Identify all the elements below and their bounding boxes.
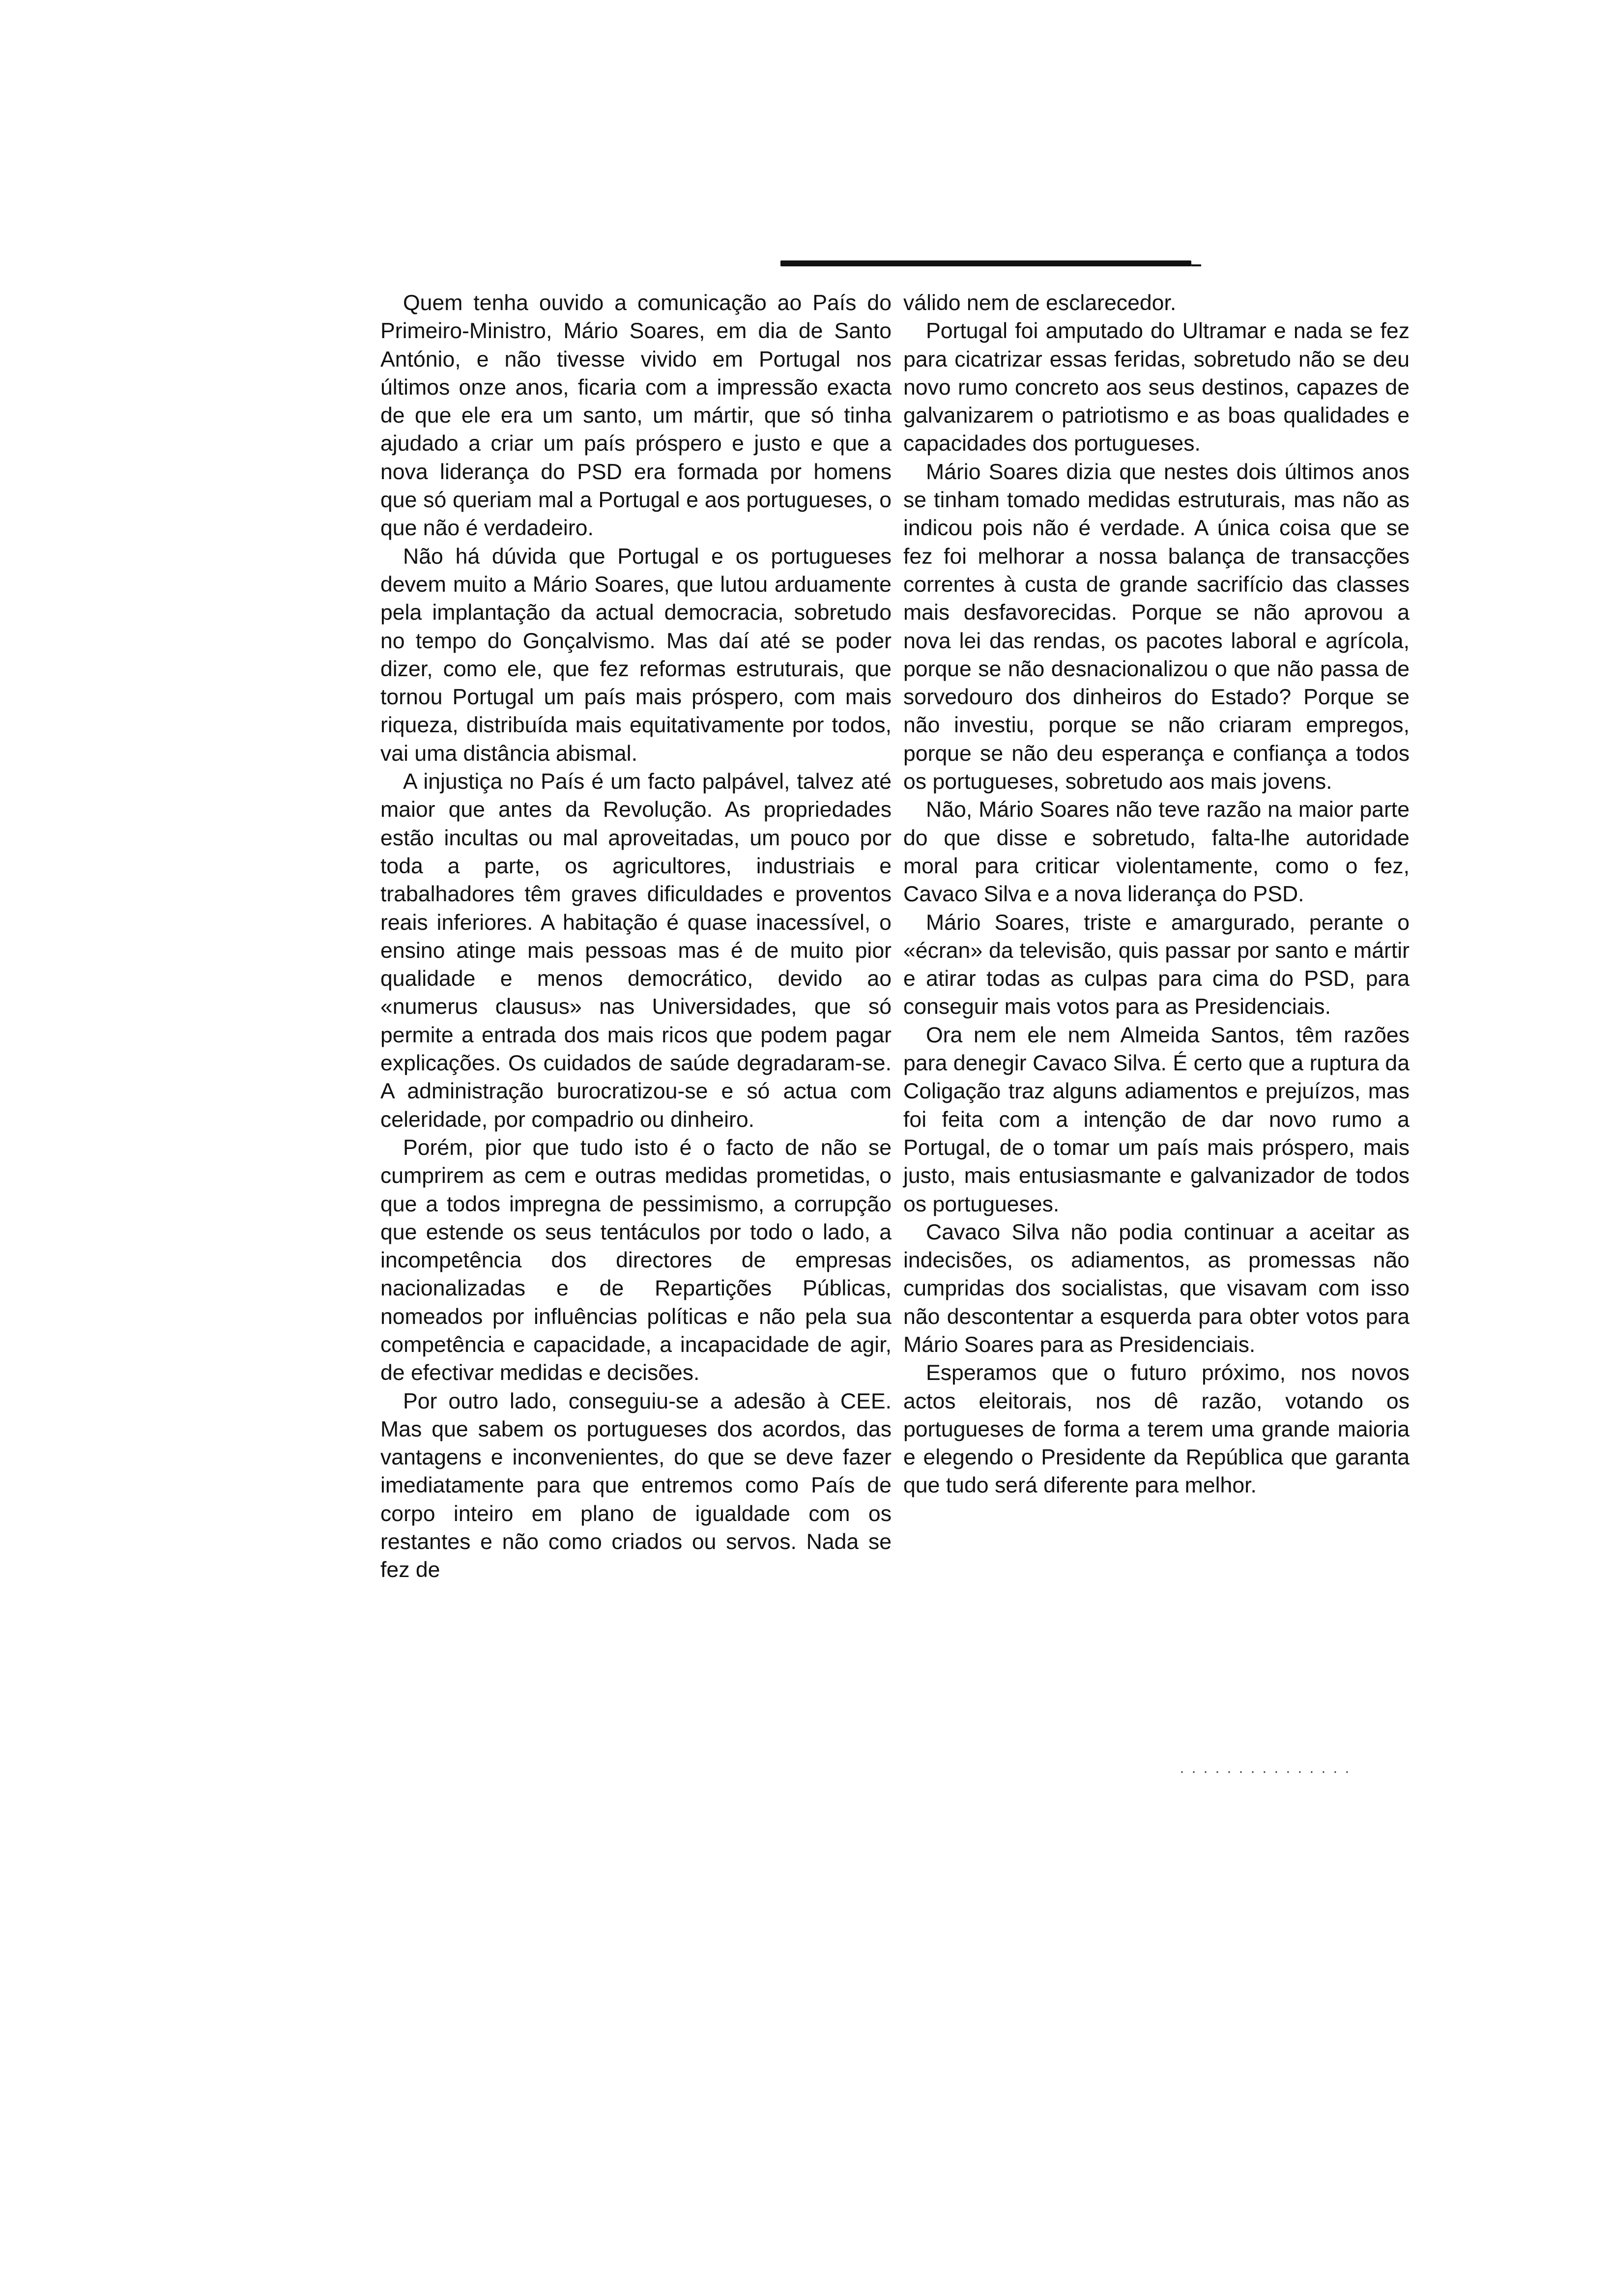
paragraph: Portugal foi amputado do Ultramar e nada se fez para cicatrizar essas feridas, sobretudo não se deu novo rumo concreto aos seus destinos, capazes de galvanizarem o patriotismo e as boas qualidades e capacidades dos portugueses. (903, 319, 1410, 456)
top-rule-tail (1191, 264, 1201, 266)
paragraph: Ora nem ele nem Almeida Santos, têm razões para denegir Cavaco Silva. É certo que a ruptura da Coligação traz alguns adiamentos e prejuízos, mas foi feita com a intenção de dar novo rumo a Portugal, de o tomar um país mais próspero, mais justo, mais entusiasmante e galvanizador de todos os portugueses. (903, 1023, 1410, 1216)
end-dots-divider: ··············· (1180, 1763, 1356, 1779)
paragraph: Não há dúvida que Portugal e os portugueses devem muito a Mário Soares, que lutou arduamente pela implantação da actual democracia, sobretudo no tempo do Gonçalvismo. Mas daí até se poder dizer, como ele, que fez reformas estruturais, que tornou Portugal um país mais próspero, com mais riqueza, distribuída mais equitativamente por todos, vai uma distância abismal. (380, 544, 892, 766)
right-column (903, 289, 1410, 1500)
paragraph: Não, Mário Soares não teve razão na maior parte do que disse e sobretudo, falta-lhe autoridade moral para criticar violentamente, como o fez, Cavaco Silva e a nova liderança do PSD. (903, 798, 1410, 907)
paragraph: Porém, pior que tudo isto é o facto de não se cumprirem as cem e outras medidas prometidas, o que a todos impregna de pessimismo, a corrupção que estende os seus tentáculos por todo o lado, a incompetência dos directores de empresas nacionalizadas e de Repartições Públicas, nomeados por influências políticas e não pela sua competência e capacidade, a incapacidade de agir, de efectivar medidas e decisões. (380, 1135, 892, 1385)
paragraph: Cavaco Silva não podia continuar a aceitar as indecisões, os adiamentos, as promessas não cumpridas dos socialistas, que visavam com isso não descontentar a esquerda para obter votos para Mário Soares para as Presidenciais. (903, 1220, 1410, 1357)
paragraph: A injustiça no País é um facto palpável, talvez até maior que antes da Revolução. As propriedades estão incultas ou mal aproveitadas, um pouco por toda a parte, os agricultores, industriais e trabalhadores têm graves dificuldades e proventos reais inferiores. A habitação é quase inacessível, o ensino atinge mais pessoas mas é de muito pior qualidade e menos democrático, devido ao «numerus clausus» nas Universidades, que só permite a entrada dos mais ricos que podem pagar explicações. Os cuidados de saúde degradaram-se. A administração burocratizou-se e só actua com celeridade, por compadrio ou dinheiro. (380, 770, 892, 1132)
paragraph: Mário Soares, triste e amargurado, perante o «écran» da televisão, quis passar por santo e mártir e atirar todas as culpas para cima do PSD, para conseguir mais votos para as Presidenciais. (903, 910, 1410, 1019)
left-column (380, 289, 892, 1584)
paragraph: Quem tenha ouvido a comunicação ao País do Primeiro-Ministro, Mário Soares, em dia de Santo António, e não tivesse vivido em Portugal nos últimos onze anos, ficaria com a impressão exacta de que ele era um santo, um mártir, que só tinha ajudado a criar um país próspero e justo e que a nova liderança do PSD era formada por homens que só queriam mal a Portugal e aos portugueses, o que não é verdadeiro. (380, 291, 892, 541)
paragraph-continuation: válido nem de esclarecedor. (903, 291, 1177, 315)
top-rule (780, 260, 1191, 266)
paragraph: Esperamos que o futuro próximo, nos novos actos eleitorais, nos dê razão, votando os portugueses de forma a terem uma grande maioria e elegendo o Presidente da República que garanta que tudo será diferente para melhor. (903, 1361, 1410, 1498)
paragraph: Por outro lado, conseguiu-se a adesão à CEE. Mas que sabem os portugueses dos acordos, das vantagens e inconvenientes, do que se deve fazer imediatamente para que entremos como País de corpo inteiro em plano de igualdade com os restantes e não como criados ou servos. Nada se fez de (380, 1389, 892, 1582)
paragraph: Mário Soares dizia que nestes dois últimos anos se tinham tomado medidas estruturais, mas não as indicou pois não é verdade. A única coisa que se fez foi melhorar a nossa balança de transacções correntes à custa de grande sacrifício das classes mais desfavorecidas. Porque se não aprovou a nova lei das rendas, os pacotes laboral e agrícola, porque se não desnacionalizou o que não passa de sorvedouro dos dinheiros do Estado? Porque se não investiu, porque se não criaram empregos, porque se não deu esperança e confiança a todos os portugueses, sobretudo aos mais jovens. (903, 459, 1410, 794)
